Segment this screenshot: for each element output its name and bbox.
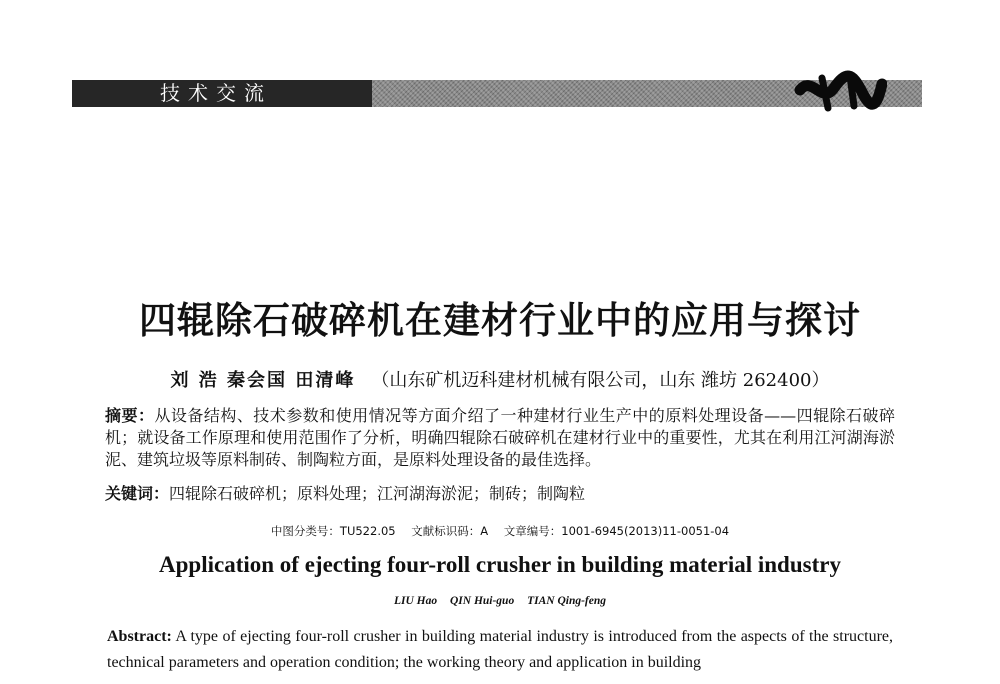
article-number: 文章编号：1001-6945(2013)11-0051-04 <box>503 524 730 538</box>
class-number: 中图分类号：TU522.05 <box>270 524 396 538</box>
author-line-cn <box>0 366 1000 392</box>
decorative-brush-mark <box>792 70 887 112</box>
article-title-en: Application of ejecting four-roll crusher in building material industry <box>159 552 841 577</box>
author-en: LIU Hao <box>393 595 438 607</box>
abstract-en <box>107 624 893 676</box>
keywords-cn <box>105 483 895 505</box>
author-en: QIN Hui-guo <box>449 595 515 607</box>
classification-line <box>0 523 1000 539</box>
abstract-text-cn: 从设备结构、技术参数和使用情况等方面介绍了一种建材行业生产中的原料处理设备——四辊除石破碎机；就设备工作原理和使用范围作了分析，明确四辊除石破碎机在建材行业中的重要性，尤其在利用江河湖海淤泥、建筑垃圾等原料制砖、制陶粒方面，是原料处理设备的最佳选择。 <box>105 406 895 469</box>
affiliation-cn: （山东矿机迈科建材机械有限公司，山东 潍坊 262400） <box>371 370 830 391</box>
author-line-en <box>0 595 1000 607</box>
keywords-text-cn: 四辊除石破碎机；原料处理；江河湖海淤泥；制砖；制陶粒 <box>169 484 586 503</box>
document-code: 文献标识码：A <box>411 524 489 538</box>
abstract-text-en: A type of ejecting four-roll crusher in building material industry is introduced from the aspects of the structure, technical parameters and operation condition; the working theory and application in building <box>107 628 893 671</box>
author-names-cn: 刘 浩 秦会国 田清峰 <box>170 370 356 391</box>
keywords-label-cn: 关键词： <box>105 484 170 503</box>
section-label: 技术交流 <box>160 81 272 105</box>
article-title-cn: 四辊除石破碎机在建材行业中的应用与探讨 <box>139 299 861 342</box>
abstract-label-cn: 摘要： <box>105 406 155 425</box>
abstract-cn <box>105 405 895 471</box>
abstract-label-en: Abstract: <box>107 628 172 645</box>
author-en: TIAN Qing-feng <box>527 595 606 607</box>
